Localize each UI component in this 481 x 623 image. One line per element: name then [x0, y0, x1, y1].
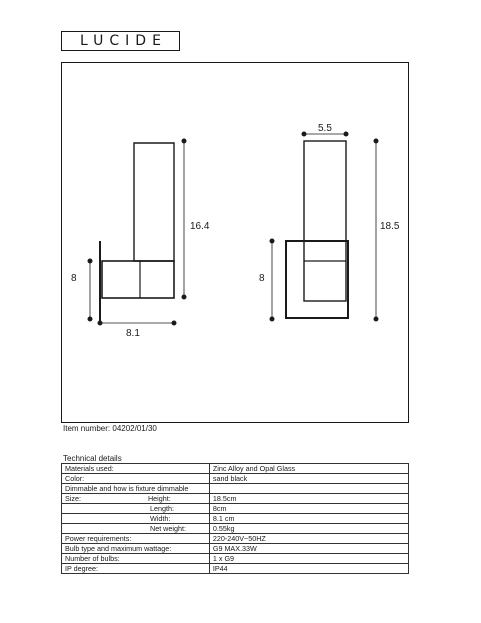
spec-label: Number of bulbs: [65, 554, 120, 563]
spec-label: IP degree: [65, 564, 99, 573]
spec-sublabel: Length: [150, 504, 174, 513]
dim-height-total: 16.4 [190, 221, 210, 232]
dim-top-width: 5.5 [318, 123, 332, 134]
technical-drawing-svg [62, 63, 410, 424]
table-row [62, 554, 409, 564]
spec-value [209, 484, 408, 494]
brand-logo [61, 31, 180, 51]
spec-label: Color: [65, 474, 85, 483]
spec-label-cell [62, 504, 210, 514]
spec-value: 220-240V~50HZ [209, 534, 408, 544]
spec-label: Size: [65, 494, 81, 503]
brand-logo-text: LUCIDE [80, 33, 167, 49]
spec-label-cell [62, 524, 210, 534]
table-row [62, 484, 409, 494]
technical-details-table [61, 463, 409, 574]
spec-value: Zinc Alloy and Opal Glass [209, 464, 408, 474]
table-row [62, 464, 409, 474]
table-row [62, 544, 409, 554]
spec-sublabel: Width: [150, 514, 171, 523]
table-row [62, 524, 409, 534]
item-number [63, 424, 157, 433]
spec-label-cell [62, 544, 210, 554]
side-view [88, 139, 186, 325]
table-row [62, 494, 409, 504]
front-view [270, 132, 378, 321]
dim-height-front: 18.5 [380, 221, 400, 232]
spec-value: sand black [209, 474, 408, 484]
spec-value: 1 x G9 [209, 554, 408, 564]
spec-label-cell [62, 494, 210, 504]
spec-label-cell [62, 474, 210, 484]
spec-value: 0.55kg [209, 524, 408, 534]
technical-drawing [61, 62, 409, 423]
technical-details-title: Technical details [63, 454, 122, 463]
spec-label: Materials used: [65, 464, 114, 473]
table-row [62, 534, 409, 544]
spec-label-cell [62, 464, 210, 474]
spec-value: 8cm [209, 504, 408, 514]
dim-width: 8.1 [126, 328, 140, 339]
spec-label-cell [62, 554, 210, 564]
spec-sublabel: Height: [147, 494, 171, 503]
spec-label-cell [62, 534, 210, 544]
item-number-label: Item number: [63, 424, 111, 433]
spec-label: Power requirements: [65, 534, 132, 543]
spec-label: Bulb type and maximum wattage: [65, 544, 172, 553]
table-row [62, 504, 409, 514]
spec-label: Dimmable and how is fixture dimmable [65, 484, 189, 493]
spec-label-cell [62, 484, 210, 494]
spec-value: G9 MAX.33W [209, 544, 408, 554]
dim-height-base: 8 [71, 273, 77, 284]
spec-label-cell [62, 514, 210, 524]
spec-sublabel: Net weight: [150, 524, 186, 533]
spec-label-cell [62, 564, 210, 574]
table-row [62, 474, 409, 484]
table-row [62, 514, 409, 524]
spec-value: 8.1 cm [209, 514, 408, 524]
spec-value: 18.5cm [209, 494, 408, 504]
table-row [62, 564, 409, 574]
spec-value: IP44 [209, 564, 408, 574]
item-number-value: 04202/01/30 [112, 424, 157, 433]
dim-height-front-base: 8 [259, 273, 265, 284]
